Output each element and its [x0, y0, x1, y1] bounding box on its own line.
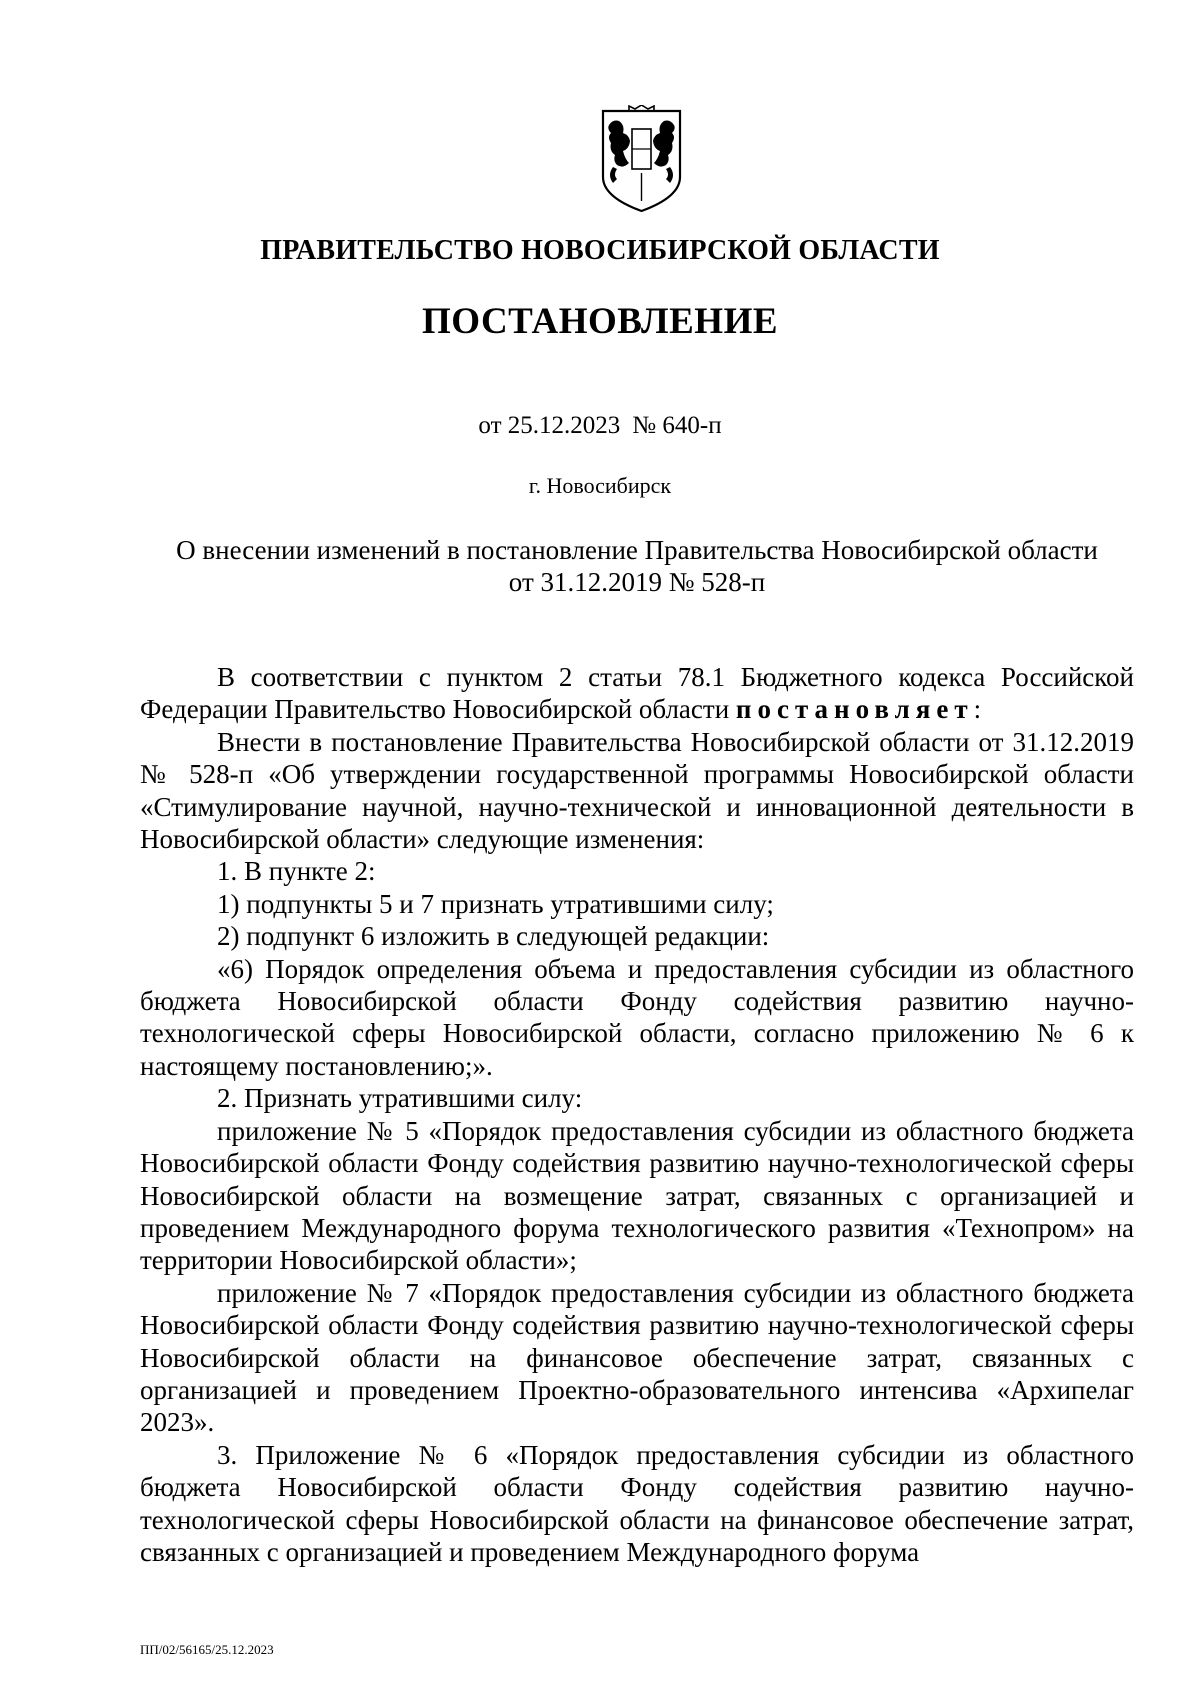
document-city: г. Новосибирск	[528, 473, 672, 498]
body-paragraph: 2. Признать утратившими силу:	[217, 1083, 583, 1114]
decree-keyword: постановляет	[735, 694, 974, 725]
body-paragraph: «6) Порядок определения объема и предоставления субсидии из областного бюджета Новосибирской области Фонду содействия развитию научно-технологической сферы Новосибирской области, согласно приложению № 6 к настоящему постановлению;».	[140, 953, 1134, 1081]
body-paragraph: приложение № 5 «Порядок предоставления субсидии из областного бюджета Новосибирской области Фонду содействия развитию научно-технологической сферы Новосибирской области на возмещение затрат, связанных с организацией и проведением Международного форума технологического развития «Технопром» на территории Новосибирской области»;	[140, 1115, 1134, 1276]
body-paragraph: приложение № 7 «Порядок предоставления субсидии из областного бюджета Новосибирской области Фонду содействия развитию научно-технологической сферы Новосибирской области на финансовое обеспечение затрат, связанных с организацией и проведением Проектно-образовательного интенсива «Архипелаг 2023».	[140, 1277, 1134, 1438]
preamble-text: В соответствии с пунктом 2 статьи 78.1 Бюджетного кодекса Российской Федерации Правительство Новосибирской области	[140, 662, 1134, 725]
document-date: от 25.12.2023	[478, 412, 621, 439]
government-name: ПРАВИТЕЛЬСТВО НОВОСИБИРСКОЙ ОБЛАСТИ	[260, 235, 940, 266]
body-paragraph: 2) подпункт 6 изложить в следующей редакции:	[217, 921, 770, 952]
body-paragraph: 1. В пункте 2:	[217, 856, 376, 887]
subject-line-2: от 31.12.2019 № 528-п	[508, 567, 766, 597]
body-paragraph: 3. Приложение № 6 «Порядок предоставления субсидии из областного бюджета Новосибирской области Фонду содействия развитию научно-технологической сферы Новосибирской области на финансовое обеспечение затрат, связанных с организацией и проведением Международного форума	[140, 1439, 1134, 1567]
body-paragraph: 1) подпункты 5 и 7 признать утратившими силу;	[217, 888, 774, 919]
document-number: № 640-п	[632, 412, 722, 439]
body-paragraph-preamble	[140, 661, 1134, 726]
document-subject	[140, 534, 1134, 598]
preamble-colon: :	[973, 694, 982, 725]
document-body	[140, 661, 1134, 1568]
document-type-title: ПОСТАНОВЛЕНИЕ	[421, 301, 779, 342]
body-paragraph: Внести в постановление Правительства Новосибирской области от 31.12.2019 № 528-п «Об утверждении государственной программы Новосибирской области «Стимулирование научной, научно-технической и инновационной деятельности в Новосибирской области» следующие изменения:	[140, 726, 1134, 855]
footer-document-code: ПП/02/56165/25.12.2023	[140, 1642, 274, 1657]
subject-line-1: О внесении изменений в постановление Правительства Новосибирской области	[176, 535, 1098, 565]
document-date-number	[0, 410, 1200, 442]
novosibirsk-coat-of-arms-icon	[599, 105, 684, 215]
